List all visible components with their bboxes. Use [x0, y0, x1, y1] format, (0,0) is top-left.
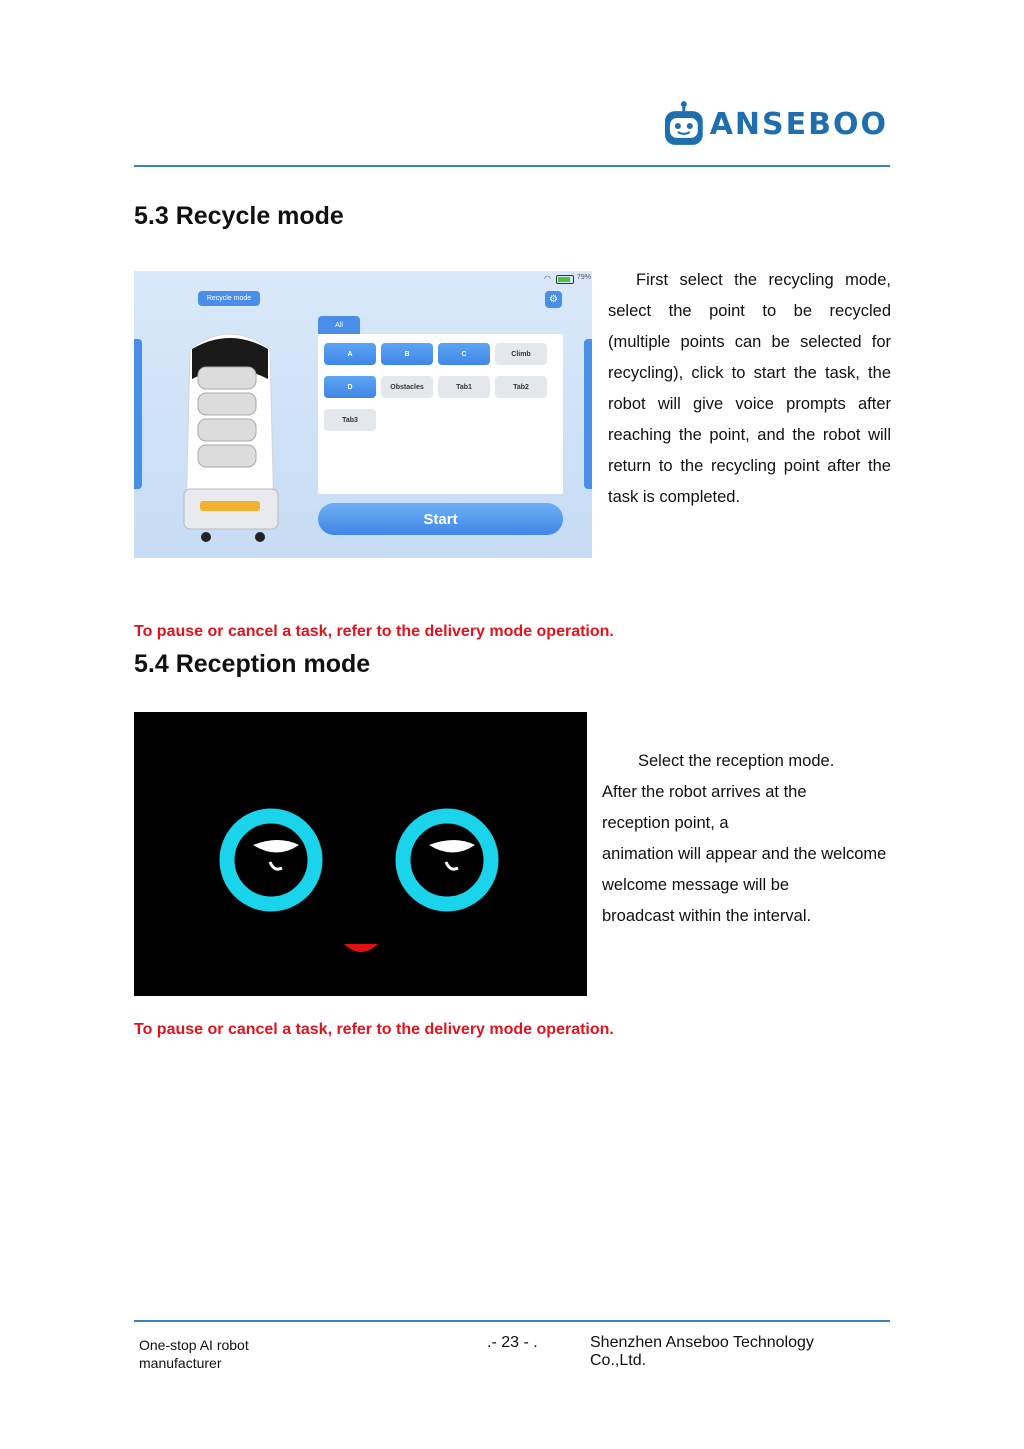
logo-text: ANSEBOO [709, 106, 888, 142]
point-d[interactable]: D [324, 376, 376, 398]
reception-line-5: welcome message will be [602, 876, 790, 894]
recycle-mode-tab[interactable]: Recycle mode [198, 291, 260, 306]
anseboo-logo [662, 96, 888, 152]
reception-note: To pause or cancel a task, refer to the delivery mode operation. [134, 1021, 614, 1038]
tab-all[interactable]: All [318, 316, 360, 334]
point-b[interactable]: B [381, 343, 433, 365]
footer-page-number: .- 23 - . [487, 1334, 538, 1351]
header-rule [134, 165, 890, 167]
start-button[interactable]: Start [318, 503, 563, 535]
reception-face-screenshot [134, 712, 587, 996]
reception-description [602, 746, 892, 932]
recycle-note: To pause or cancel a task, refer to the delivery mode operation. [134, 623, 614, 640]
wifi-icon: ◠ [544, 274, 551, 283]
recycle-description: First select the recycling mode, select the point to be recycled (multiple points can be selected for recycling), click to start the task, the robot will give voice prompts after reaching the point, and the robot will return to the recycling point after the task is completed. [608, 271, 891, 506]
point-tab3[interactable]: Tab3 [324, 409, 376, 431]
point-tab2[interactable]: Tab2 [495, 376, 547, 398]
battery-icon [556, 275, 574, 284]
delivery-robot-image [170, 319, 290, 545]
battery-percent: 79% [577, 274, 592, 281]
point-c[interactable]: C [438, 343, 490, 365]
point-a[interactable]: A [324, 343, 376, 365]
recycle-mode-screenshot [134, 271, 592, 558]
robot-logo-icon [662, 99, 706, 149]
reception-line-4: animation will appear and the welcome [602, 845, 887, 863]
robot-face-animation [134, 712, 587, 996]
point-climb[interactable]: Climb [495, 343, 547, 365]
point-tab1[interactable]: Tab1 [438, 376, 490, 398]
left-rail [134, 339, 142, 489]
footer-right: Shenzhen Anseboo Technology Co.,Ltd. [590, 1334, 814, 1369]
right-rail [584, 339, 592, 489]
section-title-reception: 5.4 Reception mode [134, 650, 371, 678]
reception-line-6: broadcast within the interval. [602, 907, 812, 925]
footer-rule [134, 1320, 890, 1322]
reception-line-1: Select the reception mode. [638, 752, 835, 770]
footer-left: One-stop AI robot manufacturer [139, 1337, 249, 1371]
reception-line-2: After the robot arrives at the [602, 783, 807, 801]
section-title-recycle: 5.3 Recycle mode [134, 202, 344, 230]
settings-icon[interactable]: ⚙ [545, 291, 562, 308]
reception-line-3: reception point, a [602, 814, 729, 832]
point-obstacles[interactable]: Obstacles [381, 376, 433, 398]
